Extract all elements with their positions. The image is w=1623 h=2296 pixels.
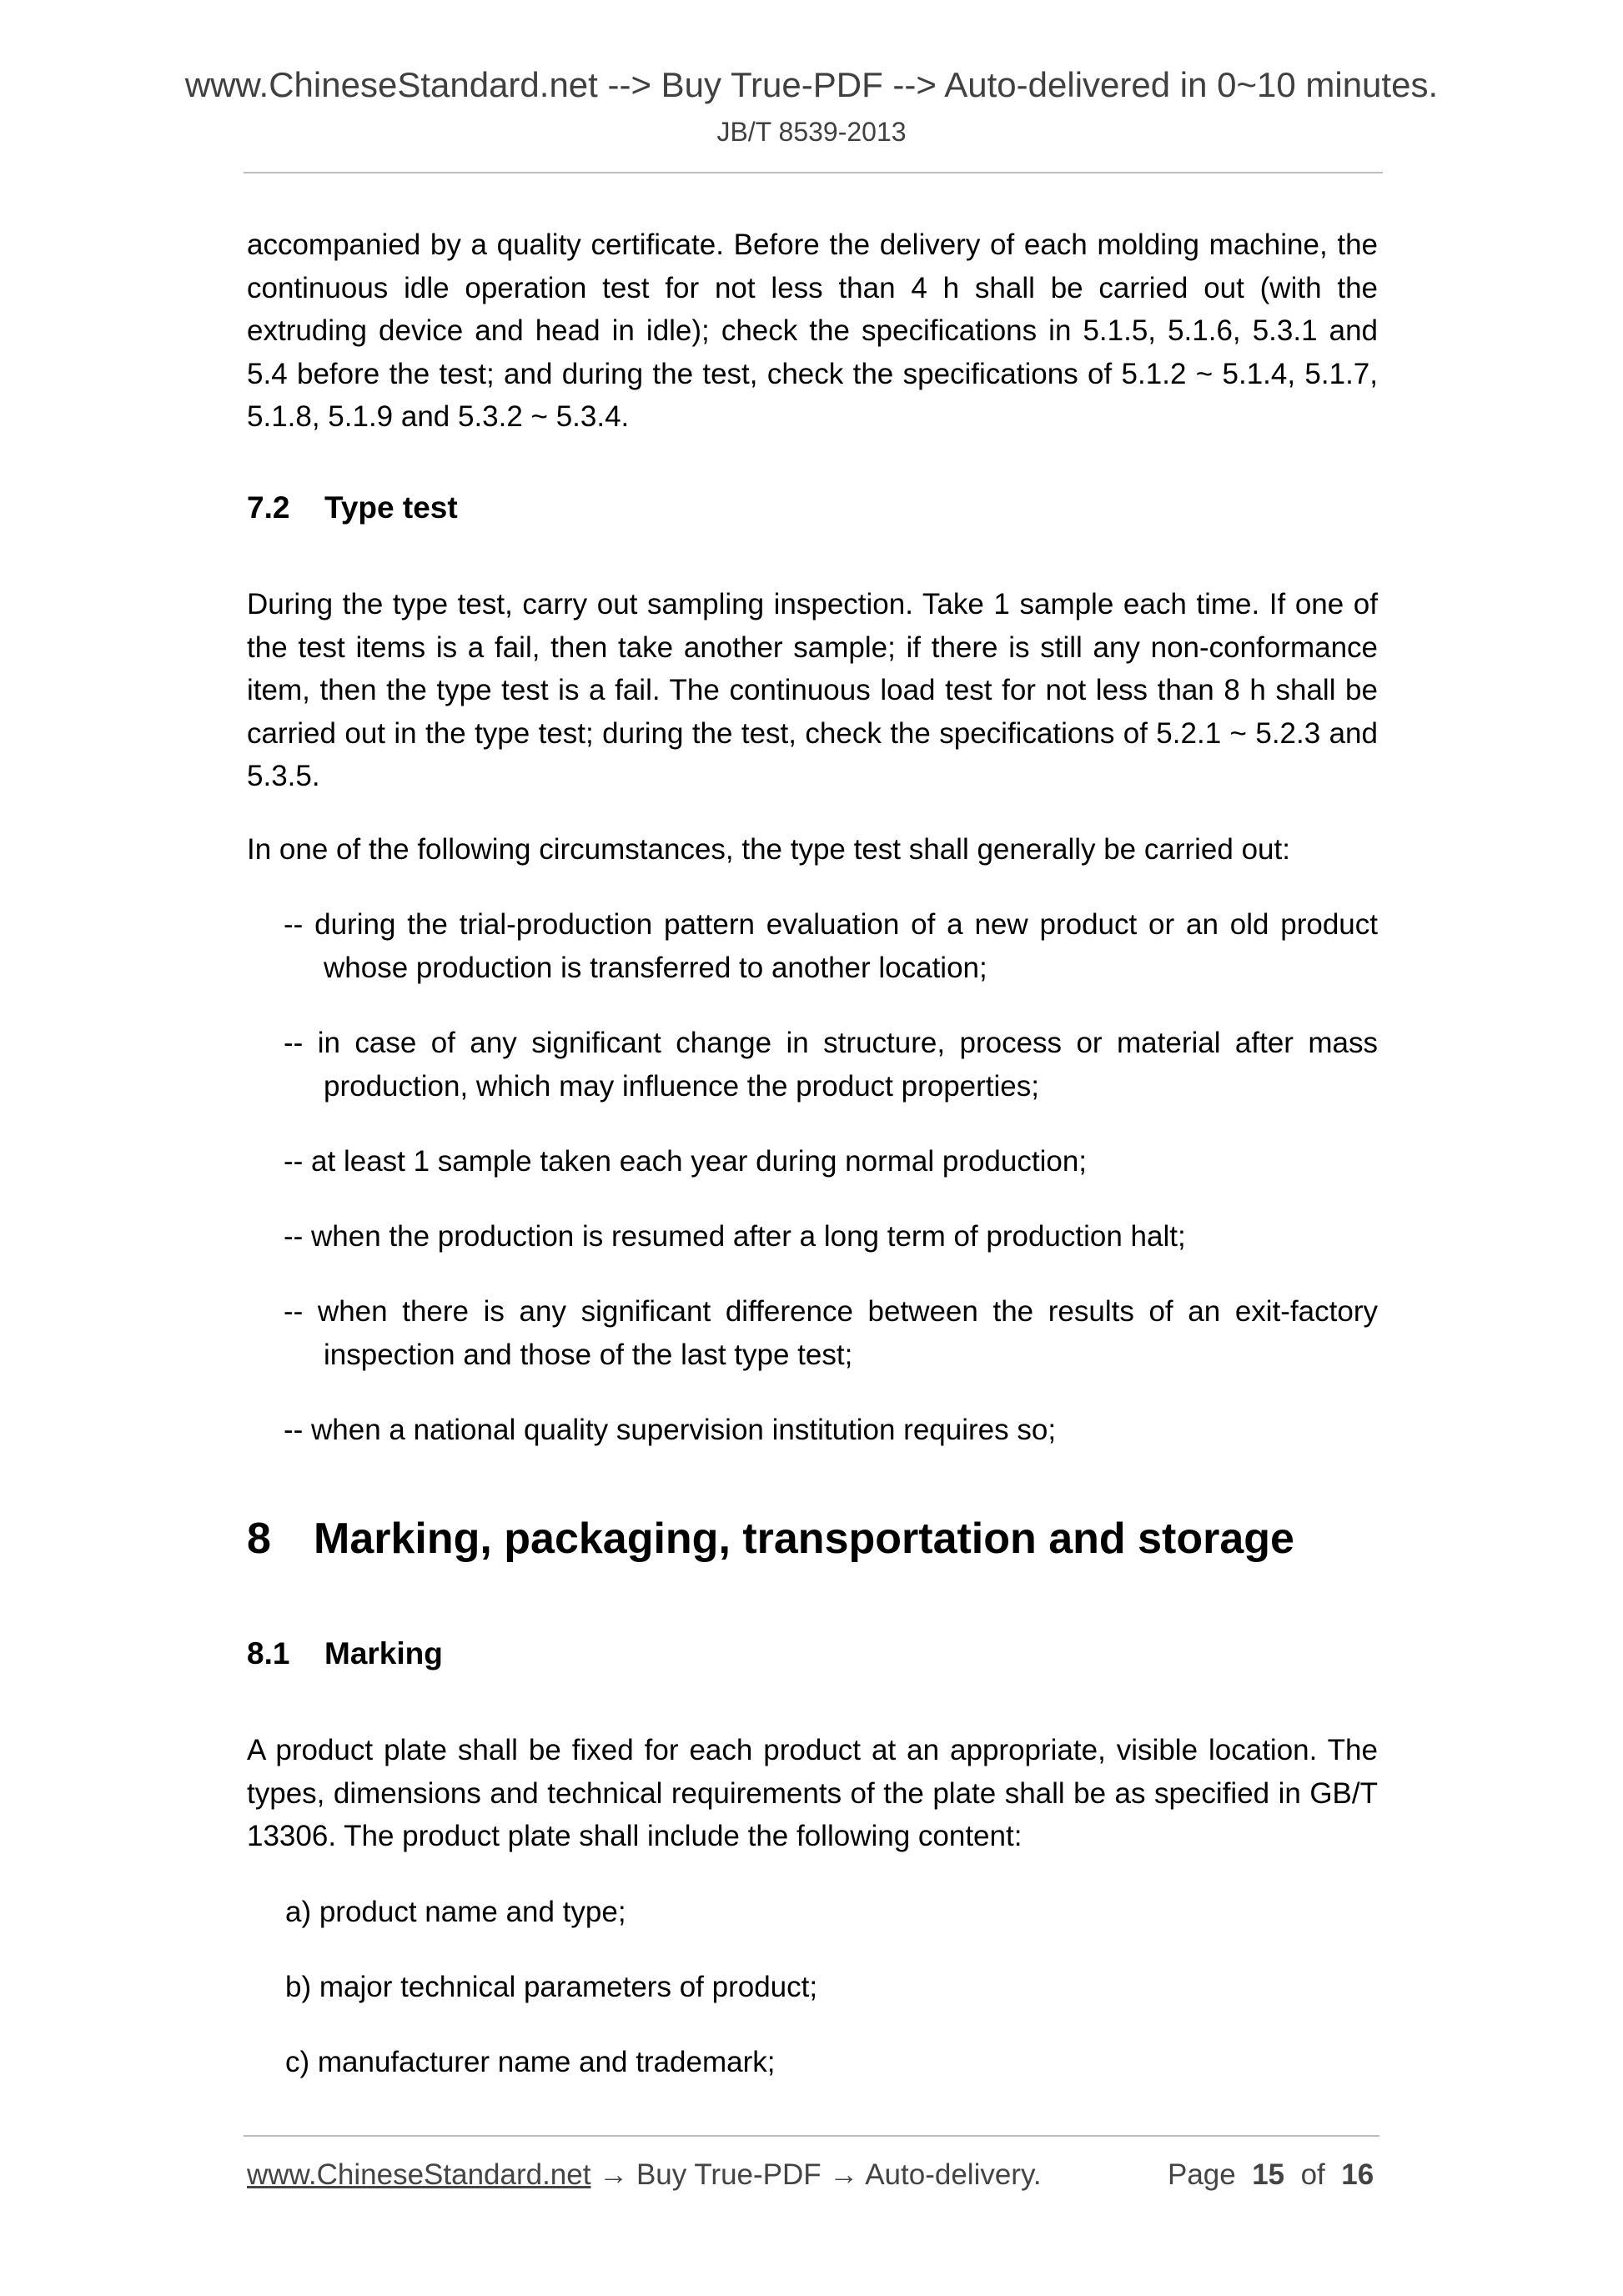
intro-paragraph: accompanied by a quality certificate. Before the delivery of each molding machine, the continuous idle operation test for not less than 4 h shall be carried out (with the extruding device and head in idle); check the specifications in 5.1.5, 5.1.6, 5.3.1 and 5.4 before the test; and during the test, check the specifications of 5.1.2 ~ 5.1.4, 5.1.7, 5.1.8, 5.1.9 and 5.3.2 ~ 5.3.4. [247,229,1378,433]
list-item: -- when there is any significant difference between the results of an exit-factory inspection and those of the last type test; [284,1295,1378,1371]
footer-site-link[interactable]: www.ChineseStandard.net [247,2158,591,2191]
circumstances-intro: In one of the following circumstances, the type test shall generally be carried out: [247,833,1290,866]
header-divider [244,172,1383,173]
list-item: c) manufacturer name and trademark; [285,2046,776,2078]
total-pages: 16 [1341,2158,1374,2191]
marking-paragraph: A product plate shall be fixed for each product at an appropriate, visible location. The types, dimensions and technical requirements of the plate shall be as specified in GB/T 13306. The product plate shall include the following content: [247,1734,1378,1852]
section-title: Type test [324,490,458,525]
section-8-1-heading [247,1636,443,1671]
list-item: -- when the production is resumed after a long term of production halt; [284,1220,1186,1253]
section-number: 8.1 [247,1636,290,1671]
list-item: -- when a national quality supervision institution requires so; [284,1414,1057,1446]
footer-links [247,2158,1042,2192]
section-title: Marking, packaging, transportation and storage [314,1515,1294,1563]
standard-number: JB/T 8539-2013 [716,117,907,147]
list-item: -- during the trial-production pattern evaluation of a new product or an old product whose production is transferred to another location; [284,908,1378,984]
of-label: of [1300,2158,1325,2191]
footer-buy-text: Buy True-PDF [636,2158,822,2191]
footer-auto-text: Auto-delivery. [865,2158,1042,2191]
header-banner: www.ChineseStandard.net --> Buy True-PDF --> Auto-delivered in 0~10 minutes. [184,65,1439,104]
section-8-heading [247,1514,1294,1564]
footer-divider [244,2135,1379,2137]
list-item: -- in case of any significant change in structure, process or material after mass production, which may influence the product properties; [284,1027,1378,1103]
page-label: Page [1168,2158,1236,2191]
section-7-2-heading [247,490,458,525]
arrow-right-icon: → [829,2158,859,2191]
list-item: b) major technical parameters of product; [285,1971,818,2003]
section-number: 7.2 [247,490,290,525]
list-item: -- at least 1 sample taken each year during normal production; [284,1145,1088,1178]
page-indicator [1168,2158,1374,2192]
current-page: 15 [1252,2158,1285,2191]
section-title: Marking [324,1636,443,1671]
list-item: a) product name and type; [285,1896,626,1928]
arrow-right-icon: → [599,2158,629,2191]
type-test-paragraph: During the type test, carry out sampling inspection. Take 1 sample each time. If one of the test items is a fail, then take another sample; if there is still any non-conformance item, then the type test is a fail. The continuous load test for not less than 8 h shall be carried out in the type test; during the test, check the specifications of 5.2.1 ~ 5.2.3 and 5.3.5. [247,588,1378,792]
section-number: 8 [247,1515,271,1563]
